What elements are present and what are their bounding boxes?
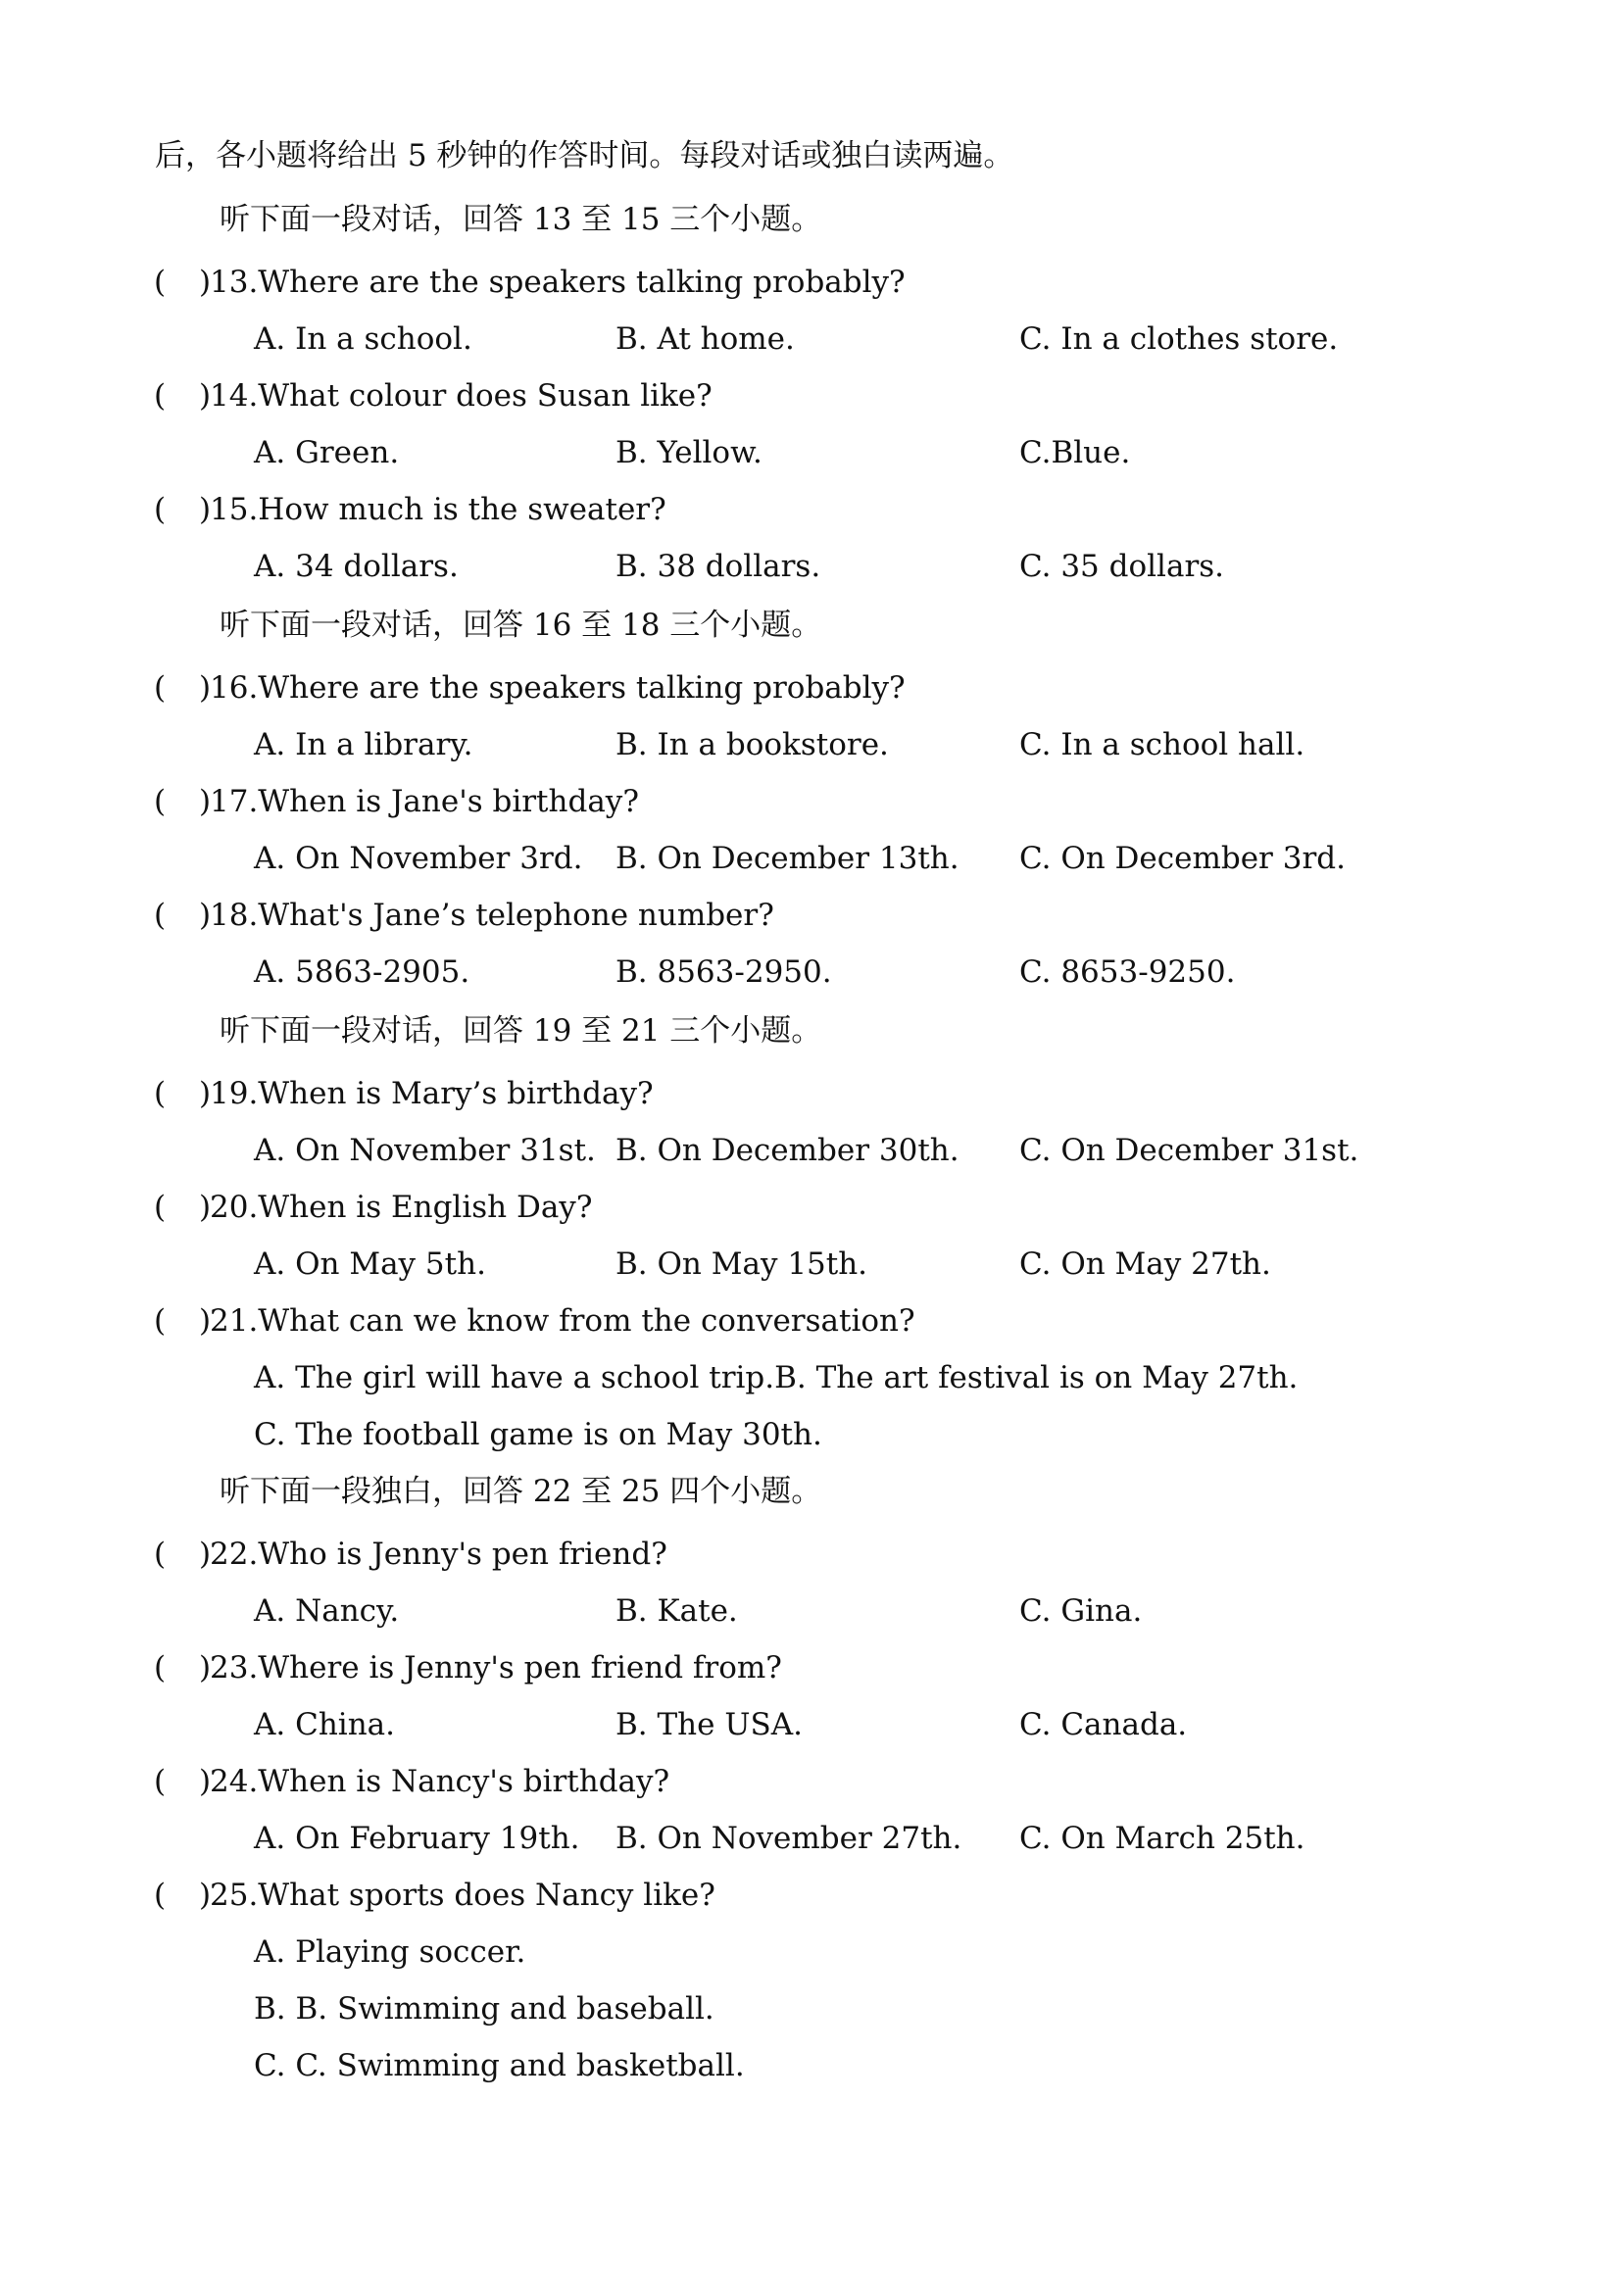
answer-blank[interactable]: ) [199,1650,212,1685]
option-a: A. Playing soccer. [254,1934,526,1970]
option-b: B. The USA. [615,1707,803,1742]
option-c: C. 35 dollars. [1019,549,1225,584]
option-c: C. Canada. [1019,1707,1188,1742]
options-13 [0,319,1623,359]
answer-blank[interactable]: ) [199,492,212,527]
answer-blank[interactable]: ) [199,378,212,414]
question-text: 19.When is Mary’s birthday? [210,1076,654,1111]
question-text: 14.What colour does Susan like? [210,378,713,414]
question-text: 20.When is English Day? [210,1190,593,1225]
options-25-b [0,1989,1623,2028]
options-21-line1 [0,1358,1623,1397]
option-a: A. 5863-2905. [254,954,470,990]
question-14 [0,376,1623,415]
option-c: C. In a clothes store. [1019,321,1339,357]
option-c: C. C. Swimming and basketball. [254,2048,745,2083]
answer-paren-open: ( [154,1076,167,1111]
answer-blank[interactable]: ) [199,265,212,300]
options-18 [0,953,1623,992]
options-19 [0,1131,1623,1170]
option-c: C. On May 27th. [1019,1246,1271,1282]
intro-text: 后，各小题将给出 5 秒钟的作答时间。每段对话或独白读两遍。 [155,138,1014,173]
question-19 [0,1074,1623,1113]
option-b: B. On December 30th. [615,1133,959,1168]
question-text: 24.When is Nancy's birthday? [210,1764,670,1799]
option-c: C. In a school hall. [1019,727,1305,762]
option-b: B. In a bookstore. [615,727,889,762]
option-a: A. On November 3rd. [254,841,583,876]
answer-paren-open: ( [154,265,167,300]
answer-blank[interactable]: ) [199,670,212,706]
options-25-c [0,2046,1623,2085]
answer-blank[interactable]: ) [199,1076,212,1111]
answer-blank[interactable]: ) [199,1190,212,1225]
option-c: C. On March 25th. [1019,1821,1305,1856]
option-a: A. In a school. [254,321,472,357]
question-text: 15.How much is the sweater? [210,492,666,527]
option-c: C. On December 3rd. [1019,841,1346,876]
question-text: 21.What can we know from the conversation? [210,1303,915,1339]
answer-paren-open: ( [154,1303,167,1339]
option-a: A. 34 dollars. [254,549,459,584]
section-instruction: 听下面一段对话，回答 19 至 21 三个小题。 [220,1013,822,1049]
question-23 [0,1648,1623,1687]
option-c: C. Gina. [1019,1593,1143,1629]
options-24 [0,1819,1623,1858]
answer-paren-open: ( [154,492,167,527]
option-a: A. China. [254,1707,395,1742]
question-18 [0,896,1623,935]
answer-paren-open: ( [154,1650,167,1685]
option-b: B. 8563-2950. [615,954,832,990]
answer-blank[interactable]: ) [199,1537,212,1572]
answer-paren-open: ( [154,378,167,414]
option-c: C. 8653-9250. [1019,954,1236,990]
answer-blank[interactable]: ) [199,898,212,933]
options-17 [0,839,1623,878]
question-24 [0,1762,1623,1801]
option-b: B. At home. [615,321,795,357]
section-instruction: 听下面一段对话，回答 16 至 18 三个小题。 [220,608,822,643]
options-23 [0,1705,1623,1744]
question-20 [0,1188,1623,1227]
option-a-b: A. The girl will have a school trip.B. The art festival is on May 27th. [254,1360,1299,1395]
question-text: 25.What sports does Nancy like? [210,1878,715,1913]
answer-blank[interactable]: ) [199,1878,212,1913]
question-text: 17.When is Jane's birthday? [210,784,639,819]
option-a: A. Green. [254,435,400,470]
option-a: A. Nancy. [254,1593,400,1629]
answer-blank[interactable]: ) [199,1303,212,1339]
answer-blank[interactable]: ) [199,1764,212,1799]
answer-paren-open: ( [154,784,167,819]
answer-blank[interactable]: ) [199,784,212,819]
option-b: B. 38 dollars. [615,549,821,584]
section-instruction: 听下面一段对话，回答 13 至 15 三个小题。 [220,202,822,237]
option-b: B. B. Swimming and baseball. [254,1991,714,2027]
option-c: C.Blue. [1019,435,1131,470]
section-instruction: 听下面一段独白，回答 22 至 25 四个小题。 [220,1474,822,1509]
answer-paren-open: ( [154,898,167,933]
question-22 [0,1535,1623,1574]
option-a: A. On February 19th. [254,1821,580,1856]
question-15 [0,490,1623,529]
question-17 [0,782,1623,821]
question-text: 22.Who is Jenny's pen friend? [210,1537,667,1572]
answer-paren-open: ( [154,1190,167,1225]
answer-paren-open: ( [154,1764,167,1799]
question-21 [0,1301,1623,1341]
question-16 [0,668,1623,708]
option-c: C. On December 31st. [1019,1133,1359,1168]
option-c: C. The football game is on May 30th. [254,1417,822,1452]
question-13 [0,263,1623,302]
option-a: A. On May 5th. [254,1246,486,1282]
question-text: 18.What's Jane’s telephone number? [210,898,774,933]
question-text: 13.Where are the speakers talking probably? [210,265,906,300]
question-25 [0,1876,1623,1915]
option-a: A. In a library. [254,727,473,762]
options-22 [0,1591,1623,1631]
options-16 [0,725,1623,764]
options-20 [0,1245,1623,1284]
option-a: A. On November 31st. [254,1133,596,1168]
options-21-line2 [0,1415,1623,1454]
option-b: B. On May 15th. [615,1246,868,1282]
question-text: 16.Where are the speakers talking probably? [210,670,906,706]
option-b: B. Kate. [615,1593,738,1629]
question-text: 23.Where is Jenny's pen friend from? [210,1650,782,1685]
answer-paren-open: ( [154,670,167,706]
options-15 [0,547,1623,586]
option-b: B. Yellow. [615,435,762,470]
option-b: B. On November 27th. [615,1821,962,1856]
answer-paren-open: ( [154,1537,167,1572]
option-b: B. On December 13th. [615,841,959,876]
answer-paren-open: ( [154,1878,167,1913]
options-14 [0,433,1623,472]
options-25-a [0,1932,1623,1972]
